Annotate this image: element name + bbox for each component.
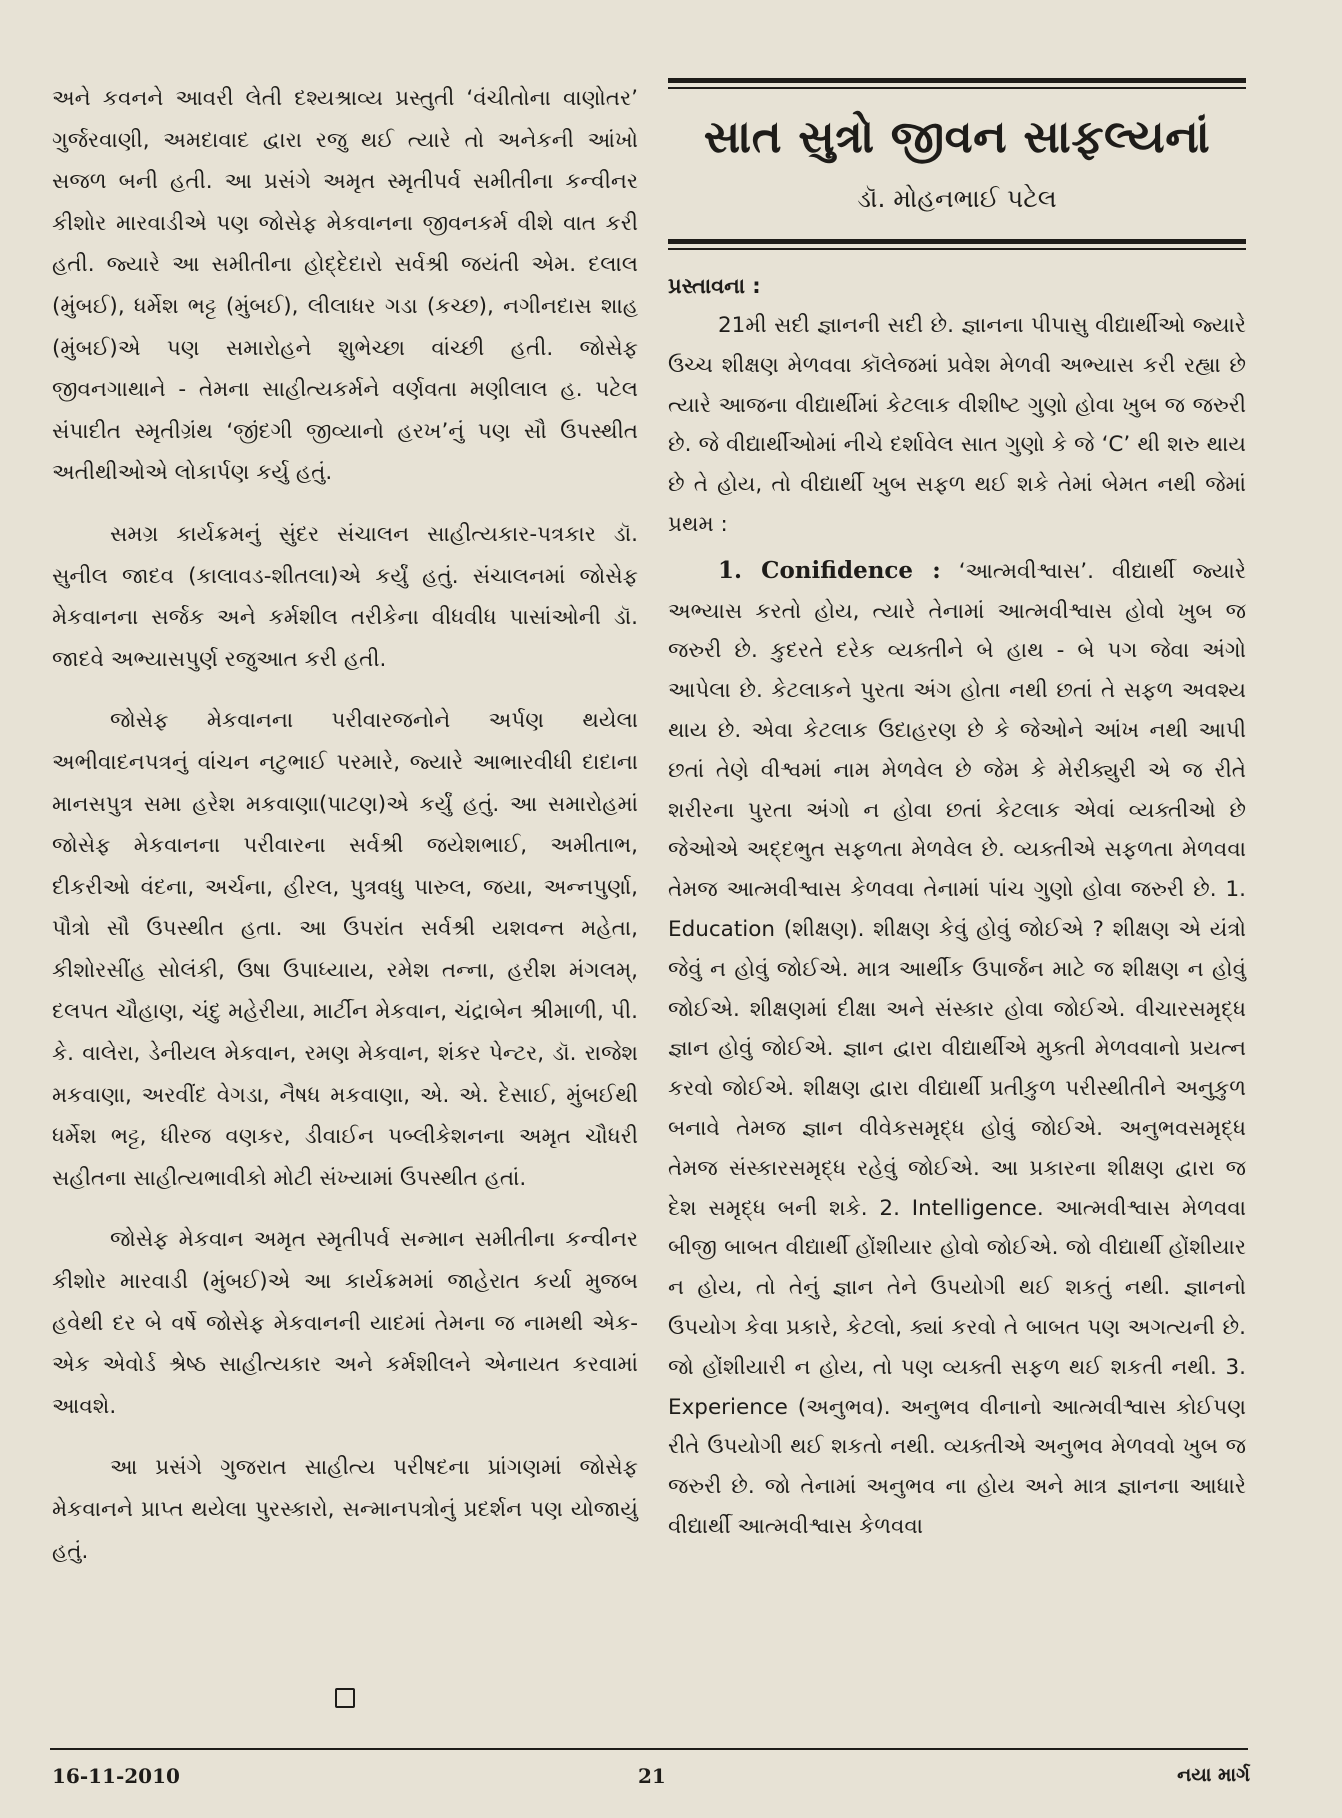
- title-bottom-thin-rule: [668, 248, 1246, 250]
- title-top-thin-rule: [668, 87, 1246, 89]
- point-1-text: ‘આત્મવીશ્વાસ’. વીદ્યાર્થી જ્યારે અભ્યાસ કરતો હોય, ત્યારે તેનામાં આત્મવીશ્વાસ હોવો ખુબ જ જરુરી છે. કુદરતે દરેક વ્યક્તીને બે હાથ - બે પગ જેવા અંગો આપેલા છે. કેટલાકને પુરતા અંગ હોતા નથી છતાં તે સફળ અવશ્ય થાય છે. એવા કેટલાક ઉદાહરણ છે કે જેઓને આંખ નથી આપી છતાં તેણે વીશ્વમાં નામ મેળવેલ છે જેમ કે મેરીક્યુરી એ જ રીતે શરીરના પુરતા અંગો ન હોવા છતાં કેટલાક એવાં વ્યક્તીઓ છે જેઓએ અદ્દભુત સફળતા મેળવેલ છે. વ્યક્તીએ સફળતા મેળવવા તેમજ આત્મવીશ્વાસ કેળવવા તેનામાં પાંચ ગુણો હોવા જરુરી છે. 1. Education (શીક્ષણ). શીક્ષણ કેવું હોવું જોઈએ ? શીક્ષણ એ યંત્રો જેવું ન હોવું જોઈએ. માત્ર આર્થીક ઉપાર્જન માટે જ શીક્ષણ ન હોવું જોઈએ. શીક્ષણમાં દીક્ષા અને સંસ્કાર હોવા જોઈએ. વીચારસમૃદ્ધ જ્ઞાન હોવું જોઈએ. જ્ઞાન દ્વારા વીદ્યાર્થીએ મુક્તી મેળવવાનો પ્રયત્ન કરવો જોઈએ. શીક્ષણ દ્વારા વીદ્યાર્થી પ્રતીકુળ પરીસ્થીતીને અનુકુળ બનાવે તેમજ જ્ઞાન વીવેકસમૃદ્ધ હોવું જોઈએ. અનુભવસમૃદ્ધ તેમજ સંસ્કારસમૃદ્ધ રહેવું જોઈએ. આ પ્રકારના શીક્ષણ દ્વારા જ દેશ સમૃદ્ધ બની શકે. 2. Intelligence. આત્મવીશ્વાસ મેળવવા બીજી બાબત વીદ્યાર્થી હોંશીયાર હોવો જોઈએ. જો વીદ્યાર્થી હોંશીયાર ન હોય, તો તેનું જ્ઞાન તેને ઉપયોગી થઈ શકતું નથી. જ્ઞાનનો ઉપયોગ કેવા પ્રકારે, કેટલો, ક્યાં કરવો તે બાબત પણ અગત્યની છે. જો હોંશીયારી ન હોય, તો પણ વ્યક્તી સફળ થઈ શકતી નથી. 3. Experience (અનુભવ). અનુભવ વીનાનો આત્મવીશ્વાસ કોઈપણ રીતે ઉપયોગી થઈ શકતો નથી. વ્યક્તીએ અનુભવ મેળવવો ખુબ જ જરુરી છે. જો તેનામાં અનુભવ ના હોય અને માત્ર જ્ઞાનના આધારે વીદ્યાર્થી આત્મવીશ્વાસ કેળવવા: [668, 558, 1246, 1539]
- article-body: [668, 306, 1246, 1547]
- left-column: [52, 78, 638, 1592]
- point-1-label: 1. Conifidence :: [718, 556, 941, 584]
- right-column: [668, 78, 1246, 1553]
- intro-paragraph: 21મી સદી જ્ઞાનની સદી છે. જ્ઞાનના પીપાસુ વીદ્યાર્થીઓ જ્યારે ઉચ્ચ શીક્ષણ મેળવવા કૉલેજમાં પ્રવેશ મેળવી અભ્યાસ કરી રહ્યા છે ત્યારે આજના વીદ્યાર્થીમાં કેટલાક વીશીષ્ટ ગુણો હોવા ખુબ જ જરુરી છે. જે વીદ્યાર્થીઓમાં નીચે દર્શાવેલ સાત ગુણો કે જે ‘C’ થી શરુ થાય છે તે હોય, તો વીદ્યાર્થી ખુબ સફળ થઈ શકે તેમાં બેમત નથી જેમાં પ્રથમ :: [668, 313, 1246, 537]
- section-heading: પ્રસ્તાવના :: [668, 274, 761, 298]
- end-of-article-box: [335, 1688, 355, 1708]
- title-top-rule: [668, 78, 1246, 83]
- footer-date: 16-11-2010: [52, 1764, 180, 1788]
- footer-magazine-name: નયા માર્ગ: [1177, 1764, 1250, 1786]
- left-paragraph-2: સમગ્ર કાર્યક્રમનું સુંદર સંચાલન સાહીત્યકાર-પત્રકાર ડૉ. સુનીલ જાદવ (કાલાવડ-શીતલા)એ કર્યું હતું. સંચાલનમાં જોસેફ મેકવાનના સર્જક અને કર્મશીલ તરીકેના વીધવીધ પાસાંઓની ડૉ. જાદવે અભ્યાસપુર્ણ રજુઆત કરી હતી.: [52, 521, 638, 672]
- left-paragraph-3: જોસેફ મેકવાનના પરીવારજનોને અર્પણ થયેલા અભીવાદનપત્રનું વાંચન નટુભાઈ પરમારે, જ્યારે આભારવીધી દાદાના માનસપુત્ર સમા હરેશ મકવાણા(પાટણ)એ કર્યું હતું. આ સમારોહમાં જોસેફ મેકવાનના પરીવારના સર્વશ્રી જયેશભાઈ, અમીતાભ, દીકરીઓ વંદના, અર્ચના, હીરલ, પુત્રવધુ પારુલ, જયા, અન્નપુર્ણા, પૌત્રો સૌ ઉપસ્થીત હતા. આ ઉપરાંત સર્વશ્રી યશવન્ત મહેતા, કીશોરસીંહ સોલંકી, ઉષા ઉપાધ્યાય, રમેશ તન્ના, હરીશ મંગલમ્, દલપત ચૌહાણ, ચંદુ મહેરીયા, માર્ટીન મેકવાન, ચંદ્રાબેન શ્રીમાળી, પી. કે. વાલેરા, ડેનીયલ મેકવાન, રમણ મેકવાન, શંકર પેન્ટર, ડૉ. રાજેશ મકવાણા, અરવીંદ વેગડા, નૈષધ મકવાણા, એ. એ. દેસાઈ, મુંબઈથી ધર્મેશ ભટ્ટ, ધીરજ વણકર, ડીવાઈન પબ્લીકેશનના અમૃત ચૌધરી સહીતના સાહીત્યભાવીકો મોટી સંખ્યામાં ઉપસ્થીત હતાં.: [52, 708, 638, 1191]
- footer-rule: [50, 1748, 1248, 1750]
- left-paragraph-1: અને કવનને આવરી લેતી દશ્યશ્રાવ્ય પ્રસ્તુતી ‘વંચીતોના વાણોતર’ ગુર્જરવાણી, અમદાવાદ દ્વારા રજુ થઈ ત્યારે તો અનેકની આંખો સજળ બની હતી. આ પ્રસંગે અમૃત સ્મૃતીપર્વ સમીતીના કન્વીનર કીશોર મારવાડીએ પણ જોસેફ મેકવાનના જીવનકર્મ વીશે વાત કરી હતી. જ્યારે આ સમીતીના હોદ્દેદારો સર્વશ્રી જયંતી એમ. દલાલ (મુંબઈ), ધર્મેશ ભટ્ટ (મુંબઈ), લીલાધર ગડા (કચ્છ), નગીનદાસ શાહ (મુંબઈ)એ પણ સમારોહને શુભેચ્છા વાંચ્છી હતી. જોસેફ જીવનગાથાને - તેમના સાહીત્યકર્મને વર્ણવતા મણીલાલ હ. પટેલ સંપાદીત સ્મૃતીગ્રંથ ‘જીંદગી જીવ્યાનો હરખ’નું પણ સૌ ઉપસ્થીત અતીથીઓએ લોકાર્પણ કર્યુ હતું.: [52, 86, 638, 486]
- left-paragraph-4: જોસેફ મેકવાન અમૃત સ્મૃતીપર્વ સન્માન સમીતીના કન્વીનર કીશોર મારવાડી (મુંબઈ)એ આ કાર્યક્રમમાં જાહેરાત કર્યા મુજબ હવેથી દર બે વર્ષે જોસેફ મેકવાનની યાદમાં તેમના જ નામથી એક-એક એવોર્ડ શ્રેષ્ઠ સાહીત્યકાર અને કર્મશીલને એનાયત કરવામાં આવશે.: [52, 1227, 638, 1419]
- footer-page-number: 21: [638, 1764, 666, 1788]
- article-author: ડૉ. મોહનભાઈ પટેલ: [857, 184, 1057, 213]
- left-paragraph-5: આ પ્રસંગે ગુજરાત સાહીત્ય પરીષદના પ્રાંગણમાં જોસેફ મેકવાનને પ્રાપ્ત થયેલા પુરસ્કારો, સન્માનપત્રોનું પ્રદર્શન પણ યોજાયું હતું.: [52, 1455, 638, 1564]
- article-title: સાત સુત્રો જીવન સાફલ્યનાં: [703, 110, 1211, 163]
- title-bottom-rule: [668, 239, 1246, 244]
- point-1-paragraph: [668, 551, 1246, 1547]
